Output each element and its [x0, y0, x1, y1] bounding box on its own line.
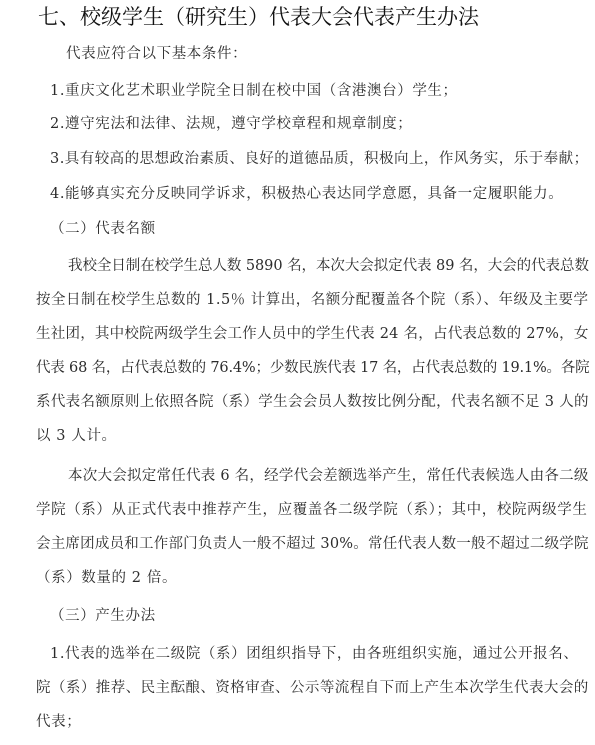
condition-2: 2.遵守宪法和法律、法规，遵守学校章程和规章制度；	[50, 116, 413, 132]
intro-text: 代表应符合以下基本条件：	[66, 46, 248, 62]
paragraph-line: 生社团，其中校院两级学生会工作人员中的学生代表 24 名，占代表总数的 27%，女	[36, 326, 589, 342]
paragraph-line: 1.代表的选举在二级院（系）团组织指导下，由各班组织实施，通过公开报名、	[50, 646, 579, 662]
paragraph-line: 我校全日制在校学生总人数 5890 名，本次大会拟定代表 89 名，大会的代表总数	[68, 258, 589, 274]
paragraph-line: 代表 68 名，占代表总数的 76.4%；少数民族代表 17 名，占代表总数的 19.1%。各院	[36, 360, 590, 376]
paragraph-line: 本次大会拟定常任代表 6 名，经学代会差额选举产生，常任代表候选人由各二级	[68, 468, 589, 484]
paragraph-line: 按全日制在校学生总数的 1.5％ 计算出，名额分配覆盖各个院（系）、年级及主要学	[36, 292, 589, 308]
condition-3: 3.具有较高的思想政治素质、良好的道德品质，积极向上，作风务实，乐于奉献；	[50, 151, 589, 167]
paragraph-line: 学院（系）从正式代表中推荐产生，应覆盖各二级学院（系）；其中，校院两级学生	[36, 502, 588, 518]
section-3-heading: （三）产生办法	[50, 608, 156, 624]
paragraph-line: 会主席团成员和工作部门负责人一般不超过 30%。常任代表人数一般不超过二级学院	[36, 536, 589, 552]
section-2-heading: （二）代表名额	[50, 221, 156, 237]
paragraph-line: 代表；	[36, 714, 82, 730]
paragraph-line: 以 3 人计。	[36, 428, 117, 444]
paragraph-line: 系代表名额原则上依照各院（系）学生会会员人数按比例分配，代表名额不足 3 人的	[36, 394, 589, 410]
condition-1: 1.重庆文化艺术职业学院全日制在校中国（含港澳台）学生；	[50, 83, 458, 99]
condition-4: 4.能够真实充分反映同学诉求，积极热心表达同学意愿，具备一定履职能力。	[50, 186, 564, 202]
paragraph-line: （系）数量的 2 倍。	[36, 570, 178, 586]
paragraph-line: 院（系）推荐、民主酝酿、资格审查、公示等流程自下而上产生本次学生代表大会的	[36, 680, 589, 696]
page-title: 七、校级学生（研究生）代表大会代表产生办法	[38, 5, 479, 29]
